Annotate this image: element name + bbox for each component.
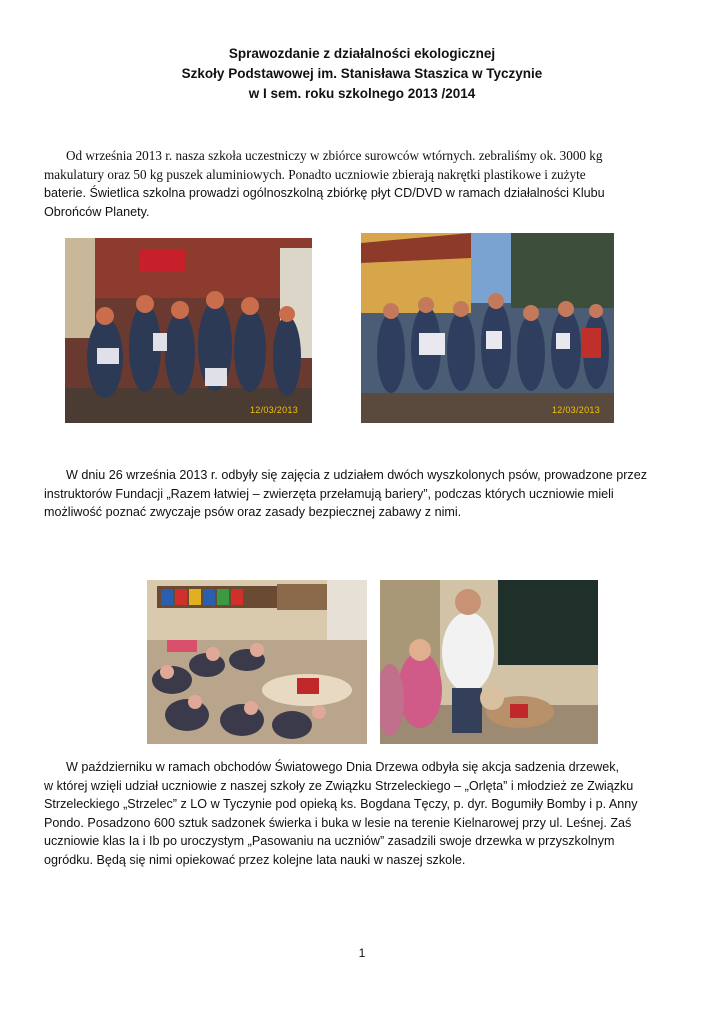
title-line-1: Sprawozdanie z działalności ekologicznej — [228, 46, 496, 61]
document-title — [0, 44, 724, 104]
paragraph-line: Strzeleckiego „Strzelec” z LO w Tyczynie pod opieką ks. Bogdana Tęczy, p. dyr. Bogumiły Bomby i p. Anny — [44, 797, 638, 812]
paragraph-line: Od września 2013 r. nasza szkoła uczestniczy w zbiórce surowców wtórnych. zebraliśmy ok. 3000 kg — [66, 148, 603, 163]
paragraph-line: możliwość poznać zwyczaje psów oraz zasady bezpiecznej zabawy z nimi. — [44, 505, 462, 520]
photo-recycling-2 — [361, 233, 614, 423]
paragraph-line: Obrońców Planety. — [44, 204, 150, 219]
paragraph-trees — [44, 758, 680, 870]
photo-date-stamp: 12/03/2013 — [551, 405, 600, 415]
photo-recycling-1-image — [65, 238, 312, 423]
paragraph-dogs — [44, 466, 680, 522]
paragraph-recycling — [44, 147, 680, 221]
paragraph-line: makulatury oraz 50 kg puszek aluminiowych. Ponadto uczniowie zbierają nakrętki plastikowe i zużyte — [44, 166, 586, 182]
photo-recycling-1 — [65, 238, 312, 423]
photo-dogs-1 — [147, 580, 367, 744]
paragraph-line: instruktorów Fundacji „Razem łatwiej – zwierzęta przełamują bariery”, podczas których uczniowie mieli — [44, 486, 614, 501]
photo-date-stamp: 12/03/2013 — [249, 405, 298, 415]
title-line-2: Szkoły Podstawowej im. Stanisława Staszica w Tyczynie — [181, 66, 543, 81]
photo-dogs-2-image — [380, 580, 598, 744]
paragraph-line: W październiku w ramach obchodów Światowego Dnia Drzewa odbyła się akcja sadzenia drzewek, — [66, 760, 619, 774]
photo-recycling-2-image — [361, 233, 614, 423]
page-number: 1 — [358, 946, 366, 960]
photo-dogs-1-image — [147, 580, 367, 744]
paragraph-line: Pondo. Posadzono 600 sztuk sadzonek świerka i buka w lesie na terenie Kielnarowej przy ul. Leśnej. Zaś — [44, 815, 632, 830]
title-line-3: w I sem. roku szkolnego 2013 /2014 — [248, 86, 476, 101]
paragraph-line: uczniowie klas Ia i Ib po uroczystym „Pasowaniu na uczniów” zasadzili swoje drzewka w przyszkolnym — [44, 834, 615, 849]
paragraph-line: ogródku. Będą się nimi opiekować przez kolejne lata nauki w naszej szkole. — [44, 852, 466, 867]
paragraph-line: W dniu 26 września 2013 r. odbyły się zajęcia z udziałem dwóch wyszkolonych psów, prowadzone przez — [66, 468, 648, 482]
paragraph-line: w której wzięli udział uczniowie z naszej szkoły ze Związku Strzeleckiego – „Orlęta” i młodzież ze Związku — [44, 778, 634, 793]
photo-dogs-2 — [380, 580, 598, 744]
paragraph-line: baterie. Świetlica szkolna prowadzi ogólnoszkolną zbiórkę płyt CD/DVD w ramach działalności Klubu — [44, 186, 605, 201]
